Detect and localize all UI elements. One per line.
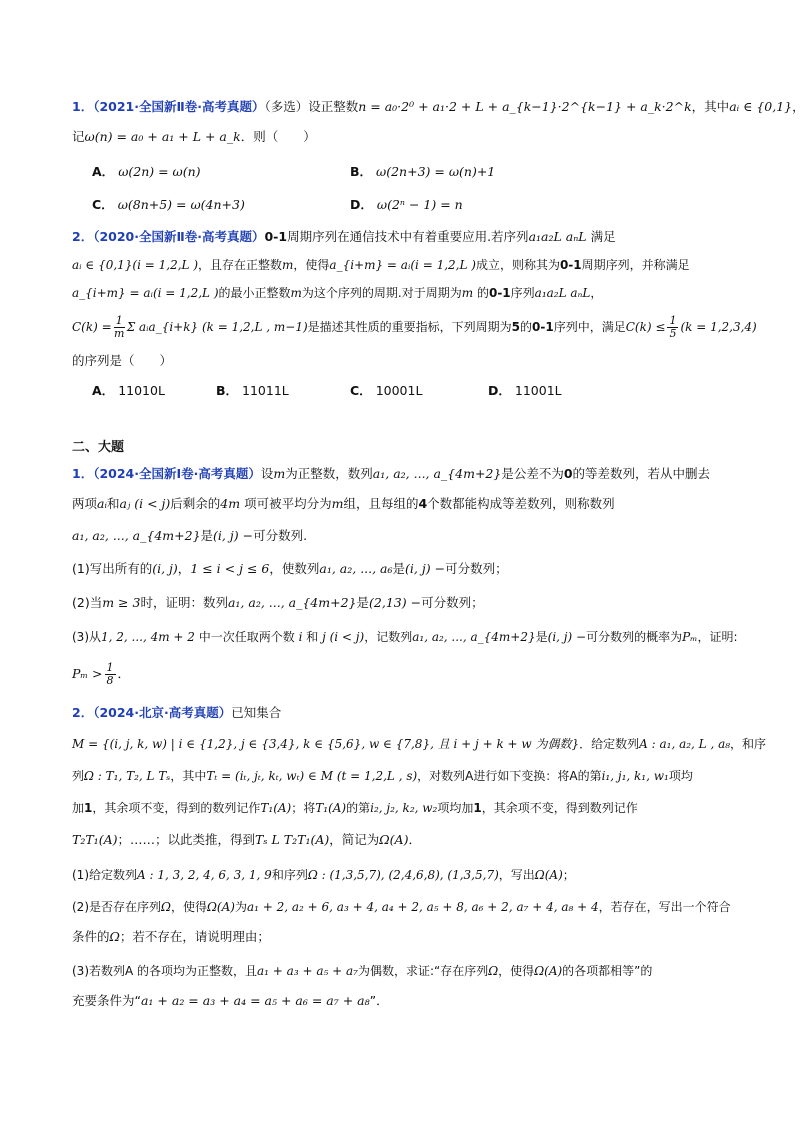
p1-source: （2024·全国新Ⅰ卷·高考真题）	[93, 466, 261, 481]
p2-l4-t1b: T₁(A)	[315, 801, 347, 815]
p2-s3-b: 为偶数，求证:	[357, 964, 434, 978]
q2-option-a-letter: A．	[92, 383, 115, 398]
q2-option-c-text: 10001L	[375, 383, 423, 398]
p1-s2-seq: a₁, a₂, ..., a_{4m+2}	[227, 595, 357, 610]
p2-l3-idx: i₁, j₁, k₁, w₁	[601, 769, 669, 783]
q2-l5: 的序列是（ ）	[72, 353, 173, 368]
p1-l3-seq: a₁, a₂, ..., a_{4m+2}	[72, 528, 201, 543]
q2-l2-d: 周期序列，并称满足	[581, 258, 690, 272]
p1-s3-e: 是	[535, 630, 548, 644]
p1-l2-d: 项可被平均分为	[240, 496, 332, 511]
q2-option-b[interactable]	[216, 382, 289, 400]
p1-l2-a: 两项	[72, 496, 98, 511]
p2-s3-om2: Ω(A)	[534, 964, 563, 978]
p1-s3-a: (3)从	[72, 630, 101, 644]
q2-l4-cond-den: 5	[669, 327, 677, 340]
q2-l4-cond-fraction	[667, 315, 678, 340]
p2-l4-bold2: 1	[473, 801, 482, 815]
q2-l3-a: 的最小正整数	[218, 286, 291, 300]
q2-l2-m: m	[282, 258, 294, 272]
q2-l4-cond-num: 1	[669, 314, 677, 327]
p1-s1-ij: (i, j)	[152, 561, 178, 576]
p2-sub-2-line-2	[72, 928, 270, 946]
q2-option-d-letter: D．	[488, 383, 511, 398]
q2-l3-m: m	[290, 286, 302, 300]
p2-l5-a: ；……；以此类推，得到	[117, 832, 255, 847]
q1-option-b-letter: B．	[350, 164, 373, 179]
p1-l3-ij: (i, j) −	[213, 528, 254, 543]
p1-l1-m: m	[273, 466, 286, 481]
q2-l2-b: ，使得	[293, 258, 330, 272]
p2-s1-seq: A : 1, 3, 2, 4, 6, 3, 1, 9	[137, 868, 272, 882]
p2-l5-t2: T₂T₁(A)	[72, 832, 118, 847]
p1-l1-b: 为正整数，数列	[285, 466, 373, 481]
p2-s2-seq: a₁ + 2, a₂ + 6, a₃ + 4, a₄ + 2, a₅ + 8, a₆ + 2, a₇ + 4, a₈ + 4	[246, 900, 599, 914]
p2-s2-c: 为	[234, 900, 247, 914]
p1-l2-f: 个数都能构成等差数列，则称数列	[427, 496, 615, 511]
p1-l2-ai: aᵢ	[97, 496, 107, 511]
q2-l4-fraction	[114, 315, 125, 340]
q2-l4-b: 的	[520, 320, 533, 334]
q2-l3-seq: a₁a₂L aₙL	[534, 286, 591, 300]
q2-l4-sum: Σ aᵢa_{i+k} (k = 1,2,L , m−1)	[126, 320, 308, 334]
p2-s1-om: Ω(A)	[534, 868, 563, 882]
p2-l5-om: Ω(A)	[379, 832, 409, 847]
p1-s3-g: ，证明:	[697, 630, 738, 644]
p2-s3-d: ，使得	[498, 964, 535, 978]
q1-option-a-text: ω(2n) = ω(n)	[118, 164, 201, 179]
q2-l2-eq: a_{i+m} = aᵢ(i = 1,2,L )	[329, 258, 476, 272]
p1-l2-b: 和	[106, 496, 120, 511]
q1-stem-b: ，其中	[691, 99, 730, 114]
q2-l2-cond: aᵢ ∈ {0,1}(i = 1,2,L )	[72, 258, 198, 272]
p1-s3-p: Pₘ	[682, 630, 698, 644]
q2-l1-seq: a₁a₂L aₙL	[528, 229, 587, 244]
p1-s3-j: j (i < j)	[318, 630, 365, 644]
p2-l4-a: 加	[72, 801, 85, 815]
p1-s2-b: 时，证明：数列	[140, 595, 228, 610]
p2-l4-idx: i₂, j₂, k₂, w₂	[370, 801, 438, 815]
q1-option-c-letter: C．	[92, 197, 114, 212]
p2-s3-sum: a₁ + a₃ + a₅ + a₇	[257, 964, 358, 978]
p2-s2-omega: Ω	[161, 900, 171, 914]
q2-l3-bold: 0-1	[488, 286, 511, 300]
q1-option-c[interactable]	[92, 196, 245, 214]
section-title: 二、大题	[72, 440, 125, 455]
p2-s3-l2-eq: a₁ + a₂ = a₃ + a₄ = a₅ + a₆ = a₇ + a₈	[140, 993, 370, 1008]
p2-l3-omega: Ω : T₁, T₂, L Tₛ	[84, 769, 171, 783]
q1-stem-a: （多选）设正整数	[264, 99, 359, 114]
q2-line-4	[72, 314, 757, 340]
p1-s3-set: 1, 2, ..., 4m + 2	[101, 630, 195, 644]
q1-option-a-letter: A．	[92, 164, 115, 179]
p1-l2-bold: 4	[418, 496, 428, 511]
p1-s1-cond: 1 ≤ i < j ≤ 6	[190, 561, 270, 576]
p2-l5-c: ．	[408, 832, 421, 847]
q2-line-3	[72, 284, 602, 302]
p1-s3-i: i	[294, 630, 307, 644]
p2-l5-ts: Tₛ L T₂T₁(A)	[255, 832, 330, 847]
q2-line-1	[72, 228, 616, 246]
p2-l4-bold: 1	[84, 801, 93, 815]
p2-l4-t1: T₁(A)	[260, 801, 292, 815]
p2-l3-c: ，对数列A进行如下变换：将A的第	[417, 769, 602, 783]
p1-s2-a: (2)当	[72, 595, 103, 610]
p2-s3-e: 的各项都相等”的	[562, 964, 653, 978]
p1-s1-b: ，	[177, 561, 191, 576]
q2-option-d-text: 11001L	[514, 383, 562, 398]
p2-l3-a: 列	[72, 769, 85, 783]
p1-s1-a: (1)写出所有的	[72, 561, 153, 576]
q1-option-c-text: ω(8n+5) = ω(4n+3)	[117, 197, 245, 212]
p2-l2-a: ．给定数列	[579, 737, 640, 751]
p2-s2-om: Ω(A)	[206, 900, 235, 914]
p1-l1-d: 的等差数列，若从中删去	[572, 466, 711, 481]
p1-s1-ij2: (i, j) −	[405, 561, 446, 576]
p1-s3-frac-num: 1	[106, 661, 114, 674]
q1-option-d-letter: D．	[350, 197, 373, 212]
p1-l2-aj: aⱼ (i < j)	[119, 496, 171, 511]
p2-source: （2024·北京·高考真题）	[93, 705, 232, 720]
q2-line-2	[72, 256, 690, 274]
q2-l4-a: 是描述其性质的重要指标，下列周期为	[307, 320, 512, 334]
q2-line-5	[72, 352, 172, 370]
q1-line-1	[72, 98, 805, 116]
p1-sub-1	[72, 560, 508, 578]
p1-number: 1．	[72, 466, 94, 481]
p1-line-1	[72, 465, 710, 483]
p2-s1-c: ，写出	[498, 868, 535, 882]
q1-option-b[interactable]	[350, 163, 495, 181]
p1-s3-d: ，记数列	[364, 630, 413, 644]
p1-s1-e: 可分数列；	[445, 561, 508, 576]
q1-option-d[interactable]	[350, 196, 463, 214]
p2-l4-b: ，其余项不变，得到的数列记作	[92, 801, 261, 815]
p1-s1-seq: a₁, a₂, ..., a₆	[319, 561, 393, 576]
q2-option-a-text: 11010L	[118, 383, 165, 398]
q1-stem-cond: aᵢ ∈ {0,1}	[729, 99, 793, 114]
q1-stem-c: ，	[792, 99, 805, 114]
p1-s3-c: 和	[306, 630, 319, 644]
p2-s2-a: (2)是否存在序列	[72, 900, 161, 914]
q2-option-c-letter: C．	[350, 383, 372, 398]
q2-l3-b: 为这个序列的周期.对于周期为	[301, 286, 462, 300]
q2-l1-a: 周期序列在通信技术中有着重要应用.若序列	[287, 229, 529, 244]
p1-s3-b: 中一次任取两个数	[194, 630, 295, 644]
p1-l3-a: 是	[200, 528, 214, 543]
q1-line2-a: 记	[72, 129, 85, 144]
p2-sub-1	[72, 866, 575, 884]
p1-s1-d: 是	[392, 561, 406, 576]
p1-l2-m: m	[331, 496, 344, 511]
p1-sub-3-line-2	[72, 660, 130, 688]
q1-line-2	[72, 128, 316, 146]
p2-s1-omega: Ω : (1,3,5,7), (2,4,6,8), (1,3,5,7)	[307, 868, 499, 882]
q2-l1-b: 满足	[586, 229, 616, 244]
p1-l2-4m: 4m	[220, 496, 241, 511]
p2-l5-b: ，简记为	[329, 832, 380, 847]
p2-s3-om: Ω	[488, 964, 499, 978]
p2-line-1	[72, 704, 281, 722]
p2-s3-l2-a: 充要条件为“	[72, 993, 141, 1008]
q2-source: （2020·全国新Ⅱ卷·高考真题）	[93, 229, 265, 244]
p1-s3-seq: a₁, a₂, ..., a_{4m+2}	[412, 630, 536, 644]
q1-option-d-text: ω(2ⁿ − 1) = n	[376, 197, 463, 212]
p2-line-5	[72, 831, 421, 849]
q2-l3-d: 序列	[510, 286, 535, 300]
q2-l4-frac-num: 1	[115, 314, 123, 327]
q2-l4-bold2: 0-1	[532, 320, 554, 334]
p2-l2-set: M = {(i, j, k, w) | i ∈ {1,2}, j ∈ {3,4}, k ∈ {5,6}, w ∈ {7,8}, 且 i + j + k + w 为偶数}	[72, 737, 580, 751]
q1-option-a[interactable]	[92, 163, 201, 181]
q2-l2-a: ，且存在正整数	[198, 258, 283, 272]
p2-s1-a: (1)给定数列	[72, 868, 137, 882]
p1-l1-seq: a₁, a₂, ..., a_{4m+2}	[372, 466, 502, 481]
q1-line2-b: ．则（ ）	[240, 129, 316, 144]
p1-s3-f: 可分数列的概率为	[586, 630, 683, 644]
q2-l3-eq: a_{i+m} = aᵢ(i = 1,2,L )	[72, 286, 219, 300]
q1-stem-formula: n = a₀·2⁰ + a₁·2 + L + a_{k−1}·2^{k−1} + a_k·2^k	[358, 99, 692, 114]
p2-line-4	[72, 799, 638, 817]
q1-option-b-text: ω(2n+3) = ω(n)+1	[376, 164, 496, 179]
p1-sub-3	[72, 628, 738, 646]
q2-l4-bold: 5	[511, 320, 521, 334]
q2-l2-c: 成立，则称其为	[475, 258, 560, 272]
p2-s3-c: “存在序列	[434, 964, 489, 978]
p1-line-2	[72, 495, 615, 513]
p2-l2-b: ，和序	[730, 737, 767, 751]
p2-s2-l2-b: ；若不存在，请说明理由；	[119, 929, 270, 944]
p1-l1-c: 是公差不为	[501, 466, 564, 481]
p1-l2-e: 组，且每组的	[343, 496, 419, 511]
q2-l3-c: 的	[473, 286, 489, 300]
p2-line-2	[72, 735, 766, 753]
p2-line-3	[72, 767, 693, 785]
q2-l2-bold: 0-1	[559, 258, 582, 272]
p2-s2-l2-a: 条件的	[72, 929, 110, 944]
q2-l3-e: ，	[590, 286, 603, 300]
p1-s3-l2-end: ．	[117, 666, 131, 681]
q2-l1-bold: 0-1	[264, 229, 288, 244]
q2-number: 2．	[72, 229, 94, 244]
p2-sub-3	[72, 962, 652, 980]
p1-l1-a: 设	[260, 466, 274, 481]
p1-line-3	[72, 527, 307, 545]
q2-option-b-text: 11011L	[242, 383, 289, 398]
p2-s1-b: 和序列	[271, 868, 308, 882]
p1-s2-d: 可分数列；	[421, 595, 484, 610]
p1-s3-l2-p: Pₘ >	[72, 666, 103, 681]
q1-number: 1．	[72, 99, 94, 114]
p1-s2-cond: m ≥ 3	[102, 595, 141, 610]
q2-l4-c: 序列中，满足	[553, 320, 626, 334]
p2-l4-f: ，其余项不变，得到数列记作	[481, 801, 638, 815]
p2-l3-t: Tₜ = (iₜ, jₜ, kₜ, wₜ) ∈ M (t = 1,2,L , s)	[206, 769, 418, 783]
p1-s2-c: 是	[356, 595, 370, 610]
p1-l2-c: 后剩余的	[170, 496, 221, 511]
q2-l4-cond-a: C(k) ≤	[625, 320, 666, 334]
p2-l3-d: 项均	[668, 769, 693, 783]
p2-s2-d: ，若存在，写出一个符合	[598, 900, 731, 914]
p2-l4-d: 的第	[346, 801, 371, 815]
p2-l3-b: ，其中	[170, 769, 207, 783]
q2-l4-ck: C(k) =	[72, 320, 112, 334]
q1-line2-formula: ω(n) = a₀ + a₁ + L + a_k	[84, 129, 241, 144]
p1-l3-b: 可分数列.	[253, 528, 308, 543]
p2-s2-l2-om: Ω	[109, 929, 120, 944]
p2-s1-d: ；	[562, 868, 575, 882]
p2-l4-c: ；将	[291, 801, 316, 815]
p1-s2-ij: (2,13) −	[369, 595, 422, 610]
p2-sub-2	[72, 898, 731, 916]
p2-s2-b: ，使得	[170, 900, 207, 914]
q1-source: （2021·全国新Ⅱ卷·高考真题）	[93, 99, 265, 114]
p1-l1-bold: 0	[563, 466, 573, 481]
p2-s3-l2-b: ”．	[369, 993, 389, 1008]
q2-l3-m2: m	[461, 286, 474, 300]
q2-l4-cond-b: (k = 1,2,3,4)	[680, 320, 757, 334]
q2-option-c[interactable]	[350, 382, 422, 400]
p2-s3-a: (3)若数列A 的各项均为正整数，且	[72, 964, 258, 978]
p2-l2-seq: A : a₁, a₂, L , a₈	[639, 737, 731, 751]
p2-l1-a: 已知集合	[231, 705, 282, 720]
p1-s1-c: ，使数列	[269, 561, 320, 576]
p1-s3-frac-den: 8	[106, 674, 114, 687]
q2-option-b-letter: B．	[216, 383, 239, 398]
p2-sub-3-line-2	[72, 992, 389, 1010]
p1-s3-fraction	[105, 662, 116, 687]
q2-option-a[interactable]	[92, 382, 165, 400]
p2-l4-e: 项均加	[437, 801, 474, 815]
q2-l4-frac-den: m	[113, 327, 125, 340]
q2-option-d[interactable]	[488, 382, 562, 400]
p2-number: 2．	[72, 705, 94, 720]
p1-s3-ij: (i, j) −	[547, 630, 587, 644]
p1-sub-2	[72, 594, 484, 612]
